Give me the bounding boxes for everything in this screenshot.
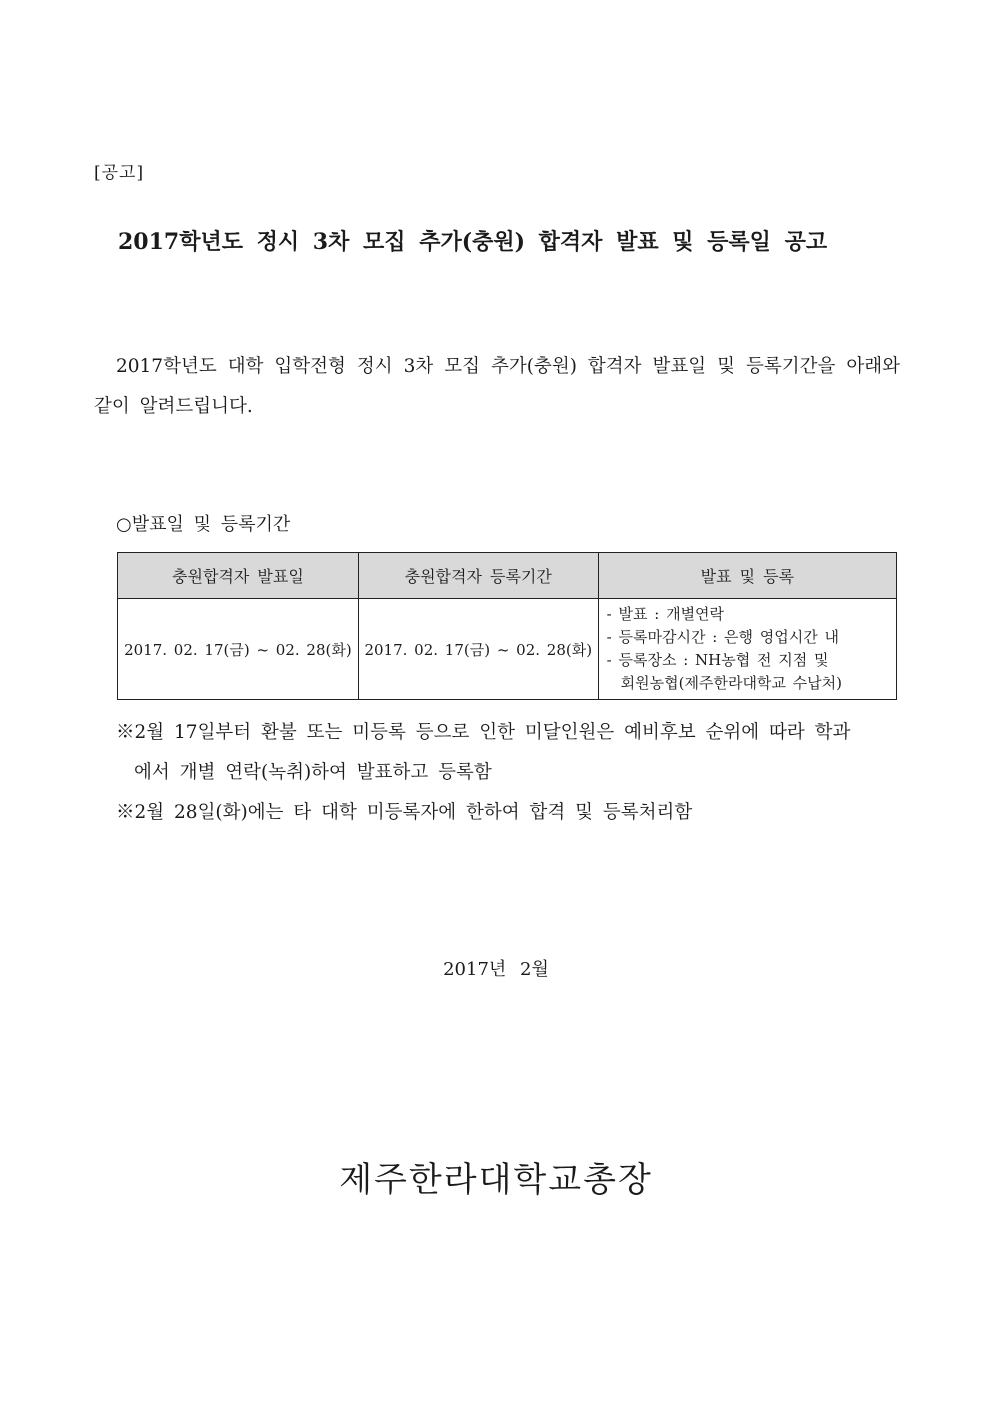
notice-tag: [공고] [94,163,145,183]
header-register-period: 충원합격자 등록기간 [358,553,598,599]
note-deadline: - 등록마감시간 : 은행 영업시간 내 [606,628,840,646]
note-announce: - 발표 : 개별연락 [606,605,725,623]
schedule-table [117,552,897,700]
page-title: 2017학년도 정시 3차 모집 추가(충원) 합격자 발표 및 등록일 공고 [118,229,828,255]
intro-paragraph: 2017학년도 대학 입학전형 정시 3차 모집 추가(충원) 합격자 발표일 및 등록기간을 아래와 같이 알려드립니다. [94,356,900,417]
section-label: ○발표일 및 등록기간 [116,514,291,535]
note-location: - 등록장소 : NH농협 전 지점 및 [606,651,829,669]
header-announce-date: 충원합격자 발표일 [118,553,359,599]
footnote-refund-line1: ※2월 17일부터 환불 또는 미등록 등으로 인한 미달인원은 예비후보 순위에 따라 학과 [116,722,851,743]
announce-period-cell: 2017. 02. 17(금) ~ 02. 28(화) [118,599,359,700]
note-location-cont: 회원농협(제주한라대학교 수납처) [620,674,843,692]
footnote-refund-line2: 에서 개별 연락(녹취)하여 발표하고 등록함 [134,762,492,783]
document-date: 2017년 2월 [443,959,549,980]
register-period-cell: 2017. 02. 17(금) ~ 02. 28(화) [358,599,598,700]
footnote-refund [116,713,898,793]
notes-cell [598,599,896,700]
table-header-row [118,553,897,599]
table-row [118,599,897,700]
header-announce-register: 발표 및 등록 [598,553,896,599]
footnote-feb28: ※2월 28일(화)에는 타 대학 미등록자에 한하여 합격 및 등록처리함 [116,802,693,823]
signature: 제주한라대학교총장 [339,1160,653,1200]
